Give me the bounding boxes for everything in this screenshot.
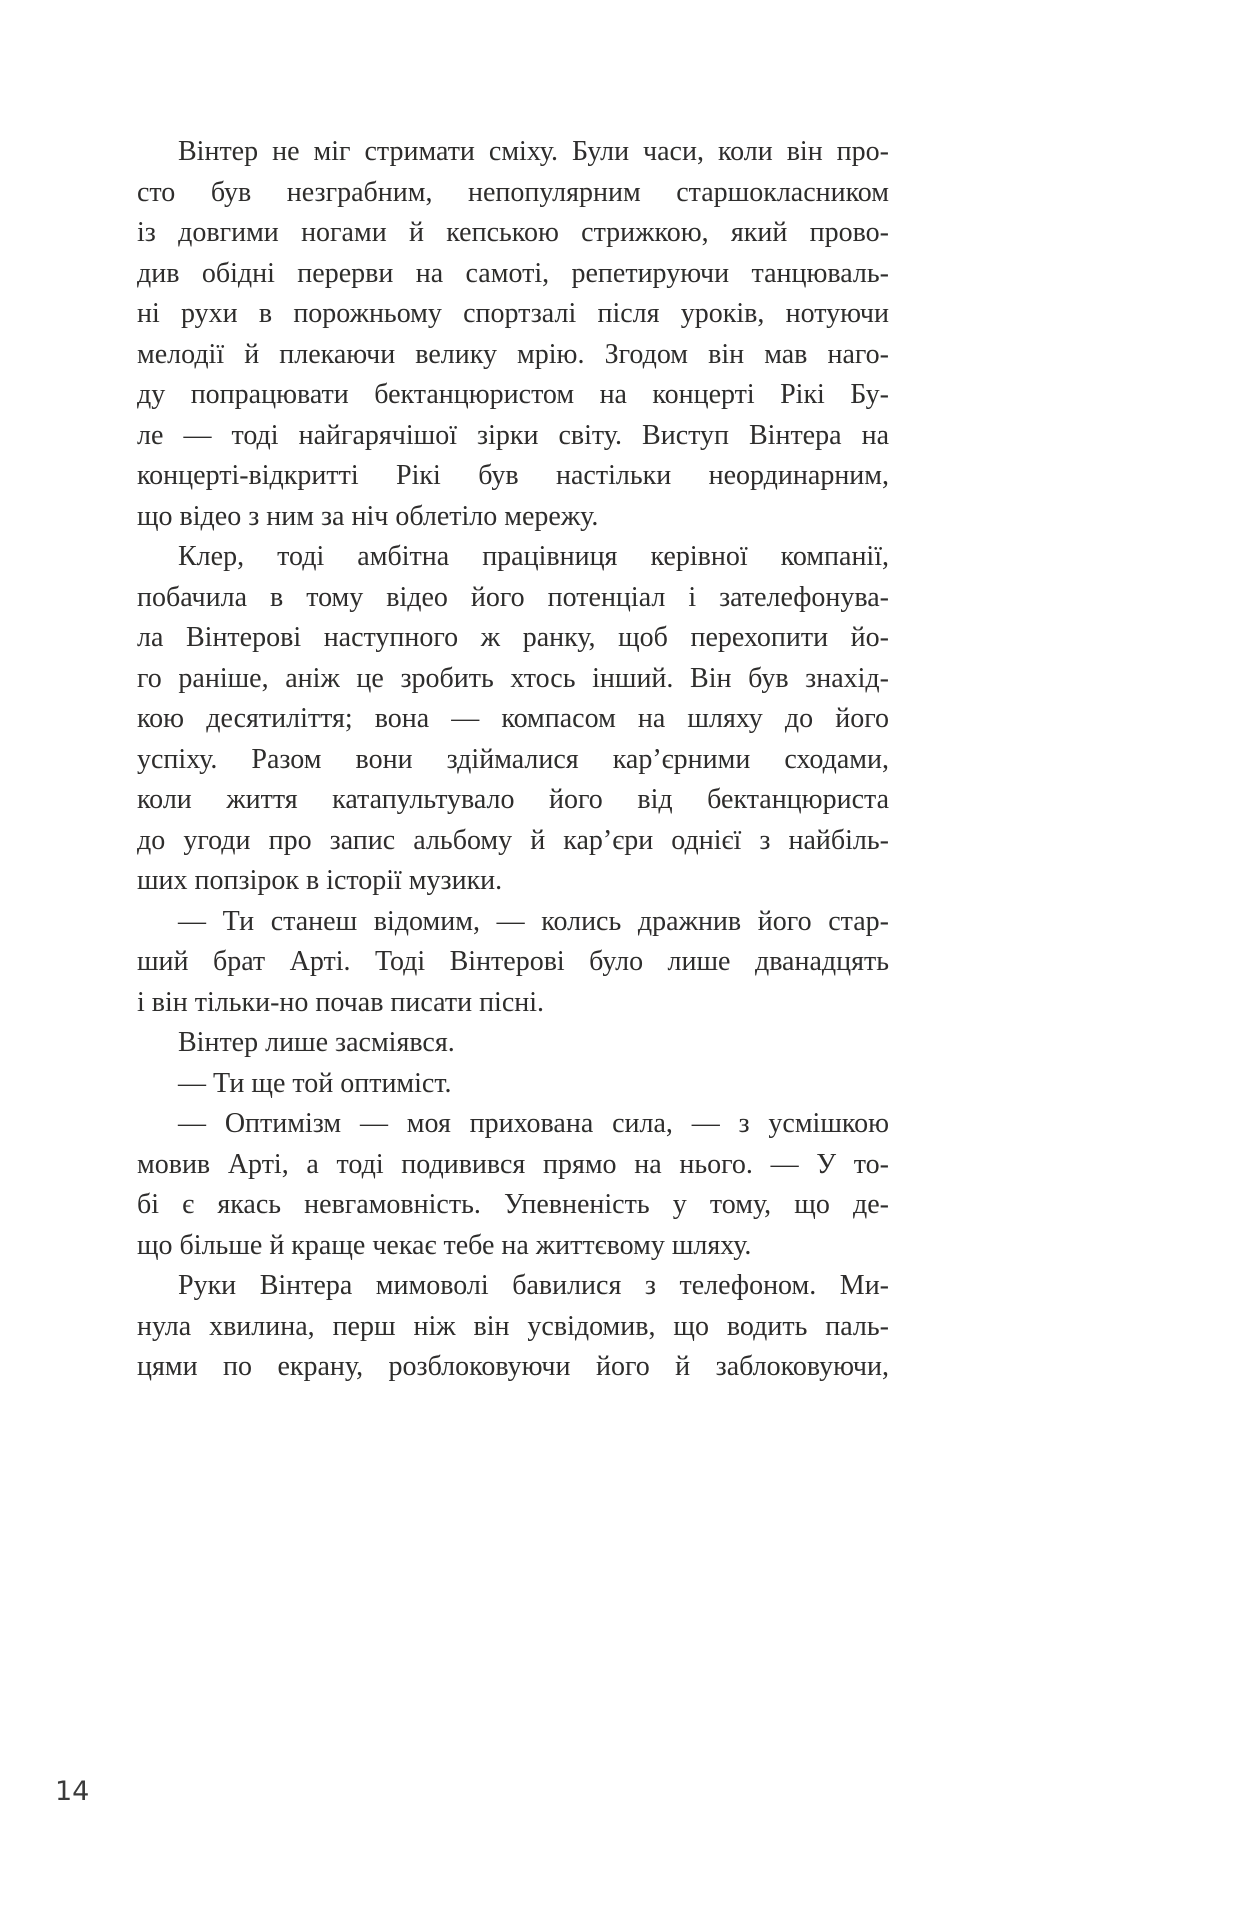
text-line: — Оптимізм — моя прихована сила, — з усмішкою xyxy=(178,1108,889,1139)
paragraph xyxy=(137,1023,889,1064)
text-line: Руки Вінтера мимоволі бавилися з телефоном. Ми- xyxy=(178,1270,889,1301)
text-line: мелодії й плекаючи велику мрію. Згодом він мав наго- xyxy=(137,338,889,370)
text-line: цями по екрану, розблоковуючи його й заблоковуючи, xyxy=(137,1351,889,1382)
text-line: успіху. Разом вони здіймалися кар’єрними сходами, xyxy=(137,743,889,775)
paragraph xyxy=(137,1064,889,1105)
text-line: ших попзірок в історії музики. xyxy=(137,865,503,896)
text-line: сто був незграбним, непопулярним старшокласником xyxy=(137,176,889,208)
text-line: див обідні перерви на самоті, репетируючи танцюваль- xyxy=(137,257,889,289)
page-text xyxy=(137,132,889,1388)
text-line: побачила в тому відео його потенціал і зателефонува- xyxy=(137,581,889,613)
text-line: що відео з ним за ніч облетіло мережу. xyxy=(137,500,599,532)
paragraph xyxy=(137,1104,889,1266)
text-line: концерті-відкритті Рікі був настільки неординарним, xyxy=(137,460,889,491)
text-line: що більше й краще чекає тебе на життєвому шляху. xyxy=(137,1229,752,1261)
text-line: Клер, тоді амбітна працівниця керівної компанії, xyxy=(178,541,889,572)
text-line: Вінтер лише засміявся. xyxy=(178,1027,455,1058)
text-line: із довгими ногами й кепською стрижкою, який прово- xyxy=(137,217,889,248)
text-line: ле — тоді найгарячішої зірки світу. Виступ Вінтера на xyxy=(137,419,889,451)
text-line: мовив Арті, а тоді подивився прямо на нього. — У то- xyxy=(137,1148,889,1180)
text-line: і він тільки-но почав писати пісні. xyxy=(137,986,545,1018)
paragraph xyxy=(137,537,889,902)
text-line: — Ти станеш відомим, — колись дражнив його стар- xyxy=(178,905,889,937)
text-line: до угоди про запис альбому й кар’єри однієї з найбіль- xyxy=(137,824,889,856)
paragraph xyxy=(137,1266,889,1388)
text-line: ні рухи в порожньому спортзалі після уроків, нотуючи xyxy=(137,298,889,329)
text-line: ду попрацювати бектанцюристом на концерті Рікі Бу- xyxy=(137,379,889,410)
text-line: — Ти ще той оптиміст. xyxy=(178,1067,452,1099)
text-line: коли життя катапультувало його від бектанцюриста xyxy=(137,784,889,815)
text-line: кою десятиліття; вона — компасом на шляху до його xyxy=(137,703,889,734)
text-line: Вінтер не міг стримати сміху. Були часи, коли він про- xyxy=(178,136,889,167)
text-line: бі є якась невгамовність. Упевненість у тому, що де- xyxy=(137,1189,889,1220)
text-line: нула хвилина, перш ніж він усвідомив, що водить паль- xyxy=(137,1310,889,1342)
text-line: го раніше, аніж це зробить хтось інший. Він був знахід- xyxy=(137,662,889,694)
text-line: ший брат Арті. Тоді Вінтерові було лише дванадцять xyxy=(137,946,889,977)
text-line: ла Вінтерові наступного ж ранку, щоб перехопити йо- xyxy=(137,622,889,653)
paragraph xyxy=(137,132,889,537)
paragraph xyxy=(137,902,889,1024)
page-number: 14 xyxy=(55,1776,90,1807)
